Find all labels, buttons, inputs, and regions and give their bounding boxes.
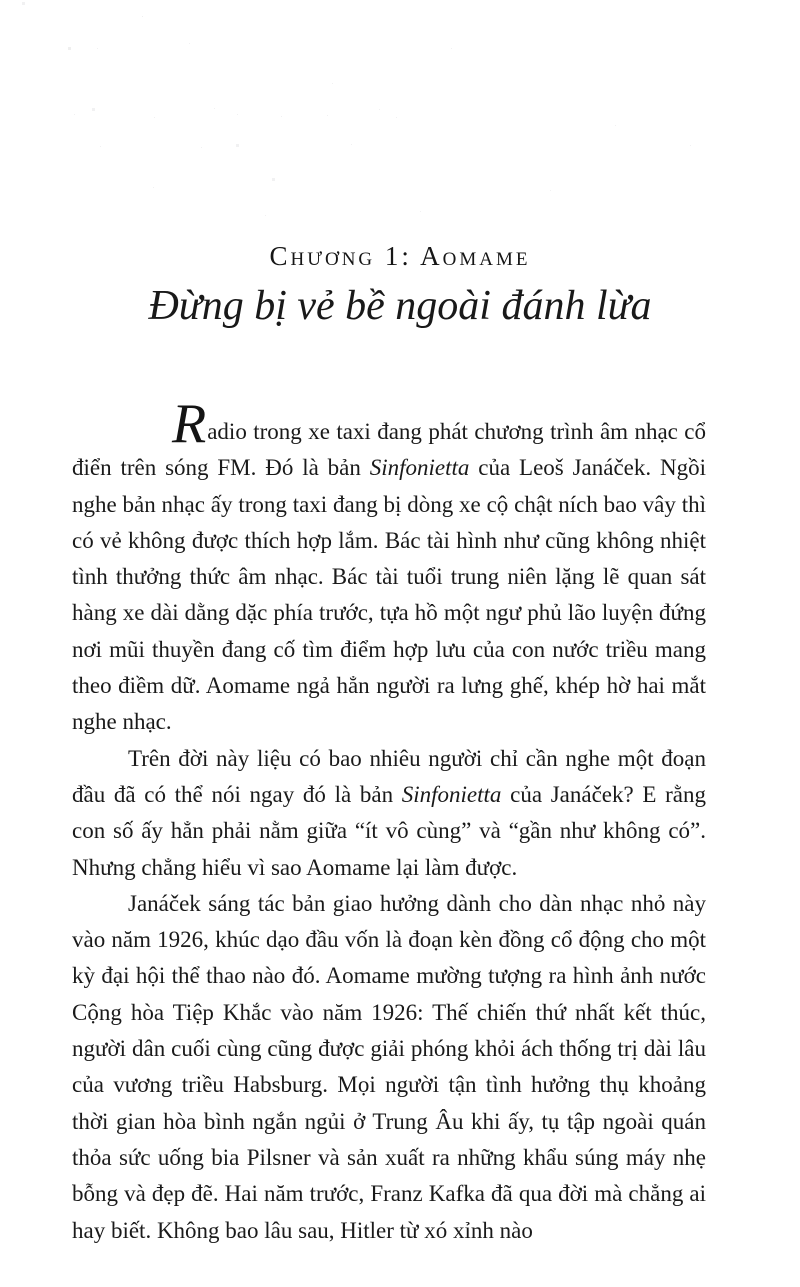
italic-text: Sinfonietta [369, 455, 470, 481]
chapter-subtitle: Đừng bị vẻ bề ngoài đánh lừa [148, 283, 652, 329]
paragraph [72, 886, 706, 1249]
text-run: Trên đời này liệu có bao nhiêu người chỉ cần nghe một đoạn đầu đã có thể nói ngay đó là bản [72, 745, 706, 807]
text-run: của Janáček? E rằng con số ấy hẳn phải nằm giữa “ít vô cùng” và “gần như không có”. Nhưng chẳng hiểu vì sao Aomame lại làm được. [72, 781, 706, 880]
text-run: adio trong xe taxi đang phát chương trình âm nhạc cổ điển trên sóng FM. Đó là bản [72, 419, 706, 481]
drop-cap-initial: R [172, 393, 207, 455]
text-run: Janáček sáng tác bản giao hưởng dành cho dàn nhạc nhỏ này vào năm 1926, khúc dạo đầu vốn là đoạn kèn đồng cổ động cho một kỳ đại hội thể thao nào đó. Aomame mường tượng ra hình ảnh nước Cộng hòa Tiệp Khắc vào năm 1926: Thế chiến thứ nhất kết thúc, người dân cuối cùng cũng được giải phóng khỏi ách thống trị dài lâu của vương triều Habsburg. Mọi người tận tình hưởng thụ khoảng thời gian hòa bình ngắn ngủi ở Trung Âu khi ấy, tụ tập ngoài quán thỏa sức uống bia Pilsner và sản xuất ra những khẩu súng máy nhẹ bỗng và đẹp đẽ. Hai năm trước, Franz Kafka đã qua đời mà chẳng ai hay biết. Không bao lâu sau, Hitler từ xó xỉnh nào [72, 890, 706, 1243]
italic-text: Sinfonietta [401, 781, 502, 807]
scan-noise [0, 0, 1, 1]
paragraph [72, 741, 706, 886]
paragraph [72, 393, 706, 741]
text-run: của Leoš Janáček. Ngồi nghe bản nhạc ấy trong taxi đang bị dòng xe cộ chật ních bao vây thì có vẻ không được thích hợp lắm. Bác tài hình như cũng không nhiệt tình thưởng thức âm nhạc. Bác tài tuổi trung niên lặng lẽ quan sát hàng xe dài dằng dặc phía trước, tựa hồ một ngư phủ lão luyện đứng nơi mũi thuyền đang cố tìm điểm hợp lưu của con nước triều mang theo điềm dữ. Aomame ngả hẳn người ra lưng ghế, khép hờ hai mắt nghe nhạc. [72, 455, 706, 735]
body-text [72, 393, 706, 1249]
chapter-heading: Chương 1: Aomame [269, 241, 531, 271]
